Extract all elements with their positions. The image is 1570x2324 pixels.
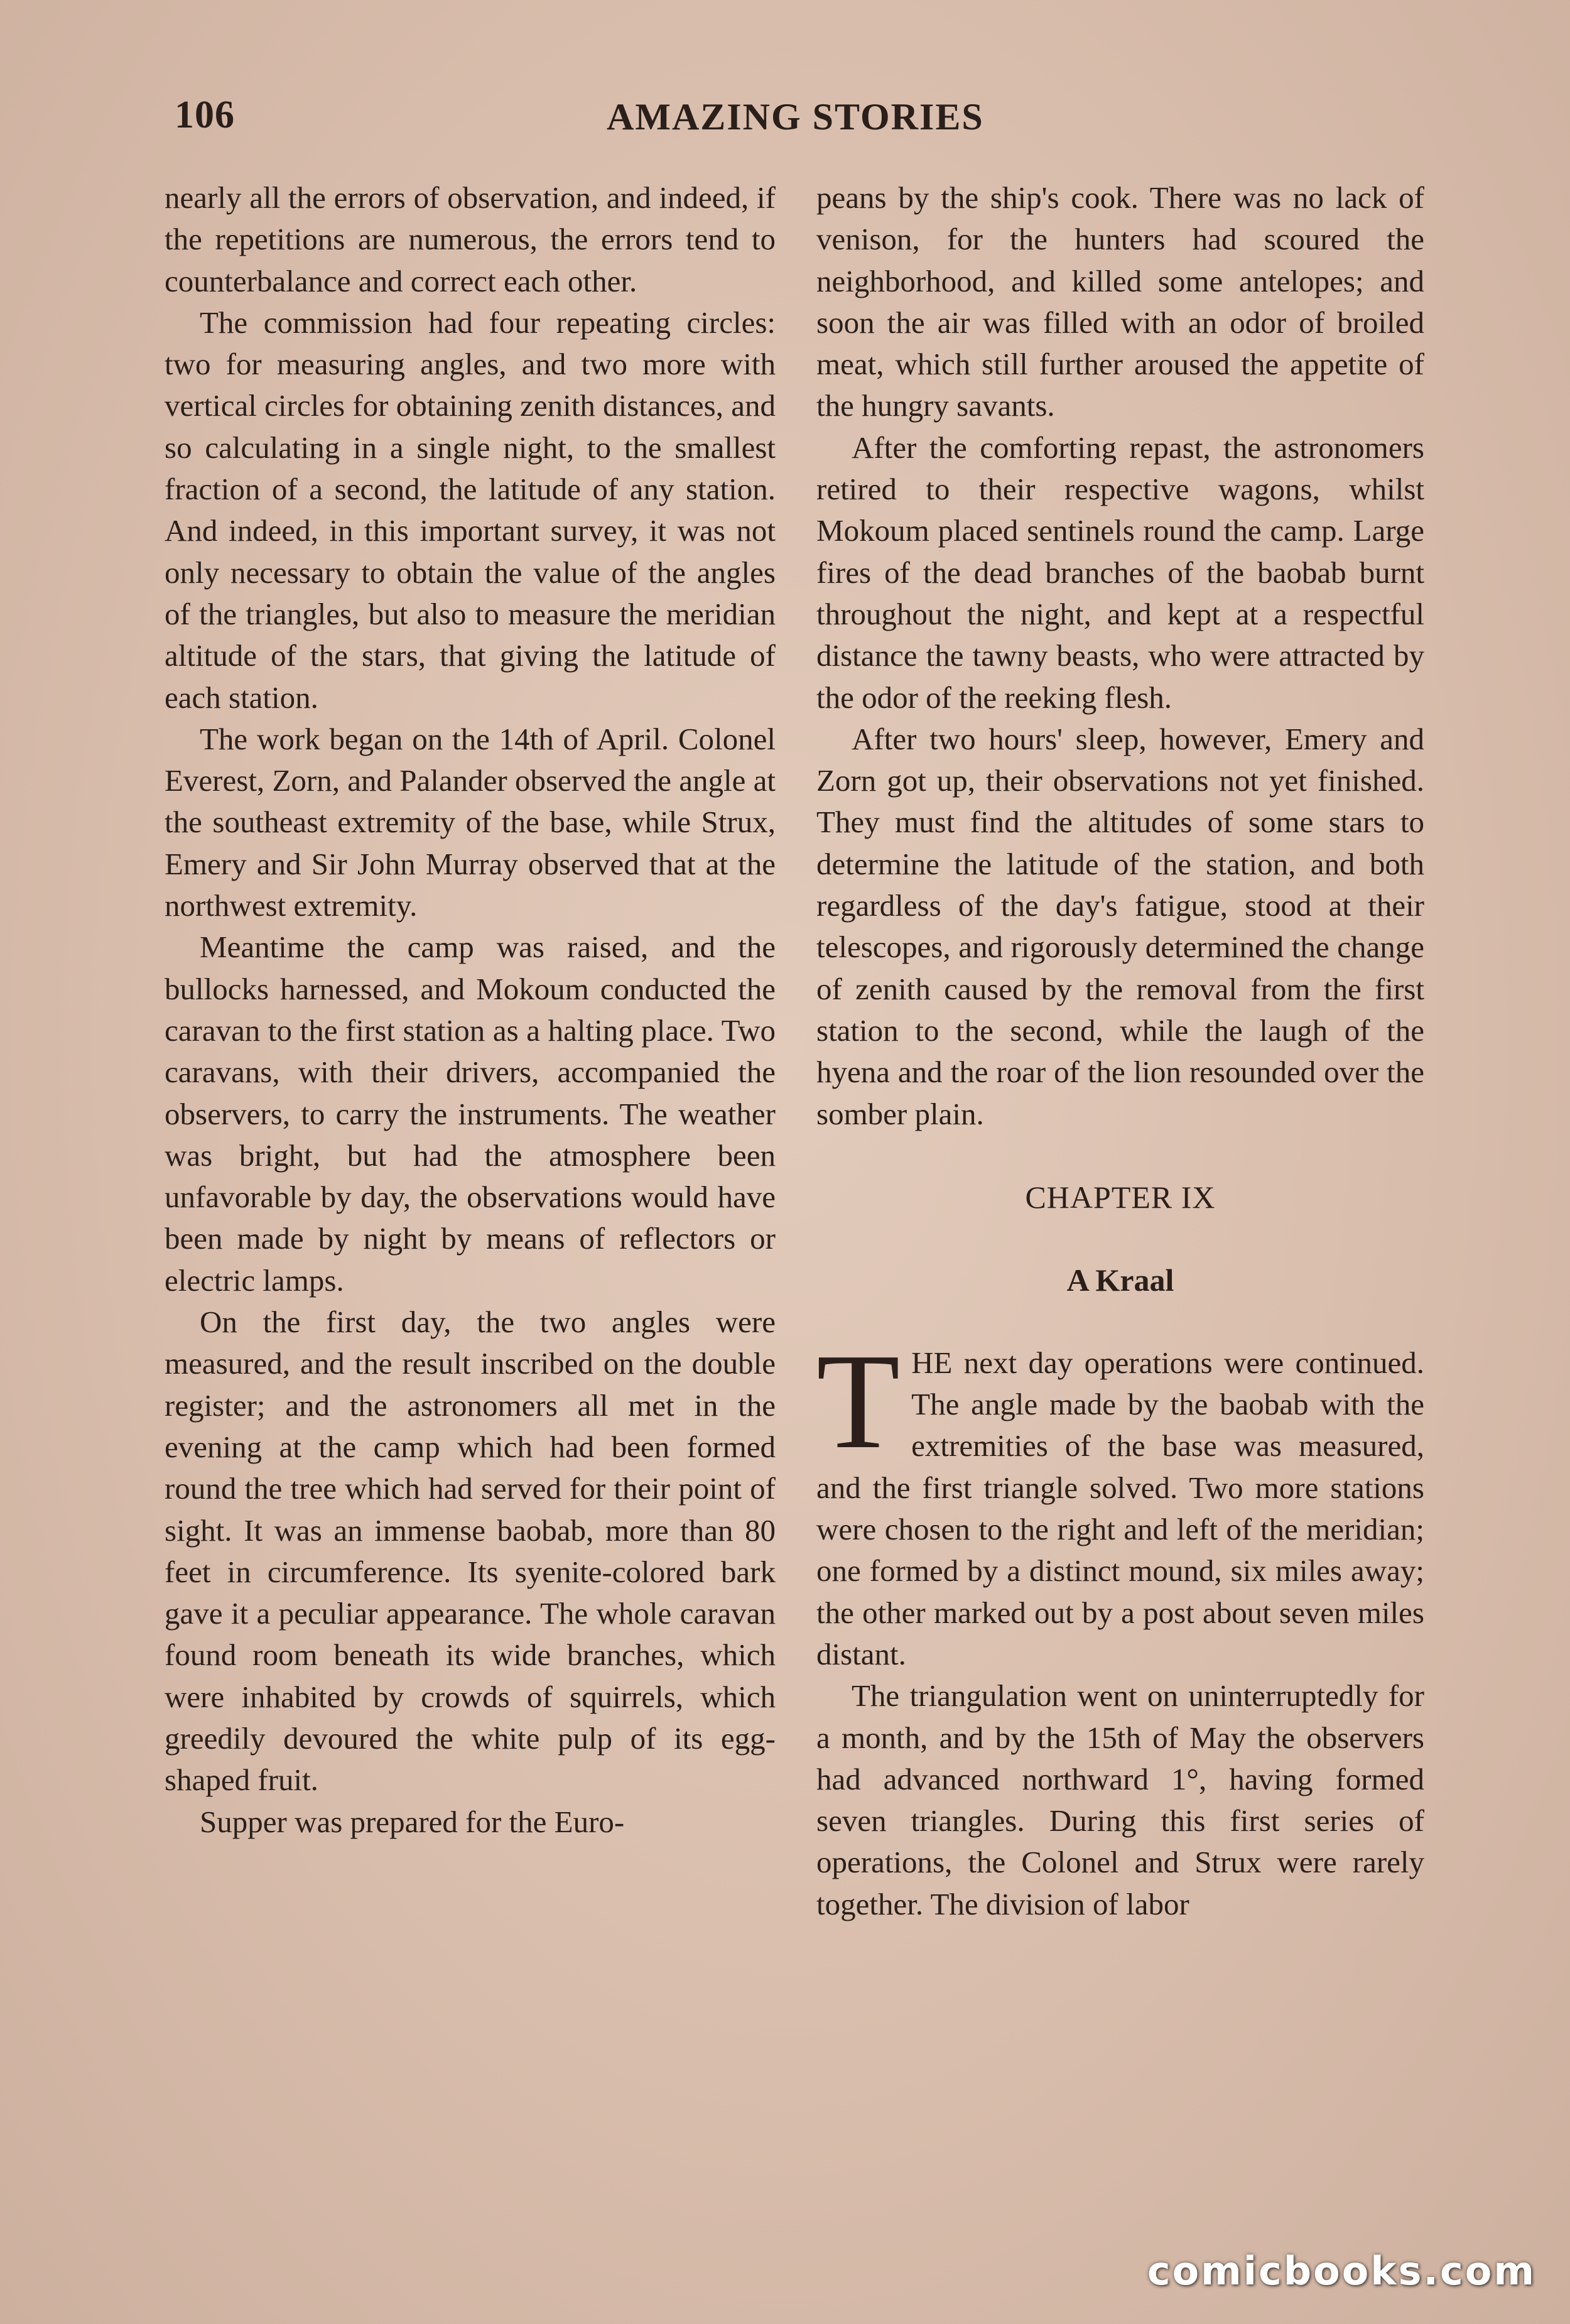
chapter-opening-paragraph <box>816 1325 1424 1675</box>
chapter-heading: CHAPTER IX <box>1025 1179 1216 1215</box>
drop-cap: T <box>816 1325 901 1477</box>
page-number: 106 <box>175 94 235 136</box>
paragraph: peans by the ship's cook. There was no lack of venison, for the hunters had scoured the neighborhood, and killed some antelopes; and soon the air was filled with an odor of broiled meat, which still further aroused the appetite of the hungry savants. <box>816 180 1424 423</box>
right-column <box>816 177 1424 1925</box>
paragraph: On the first day, the two angles were measured, and the result inscribed on the double register; and the astronomers all met in the evening at the camp which had been formed round the tree which had served for their point of sight. It was an immense baobab, more than 80 feet in circumference. Its syenite-colored bark gave it a peculiar appearance. The whole caravan found room beneath its wide branches, which were inhabited by crowds of squirrels, which greedily devoured the white pulp of its egg-shaped fruit. <box>165 1305 776 1798</box>
paragraph: The triangulation went on uninterruptedly for a month, and by the 15th of May the observers had advanced northward 1°, having formed seven triangles. During this first series of operations, the Colonel and Strux were rarely together. The division of labor <box>816 1678 1424 1921</box>
paragraph: The commission had four repeating circles: two for measuring angles, and two more with vertical circles for obtaining zenith distances, and so calculating in a single night, to the smallest fraction of a second, the latitude of any station. And indeed, in this important survey, it was not only necessary to obtain the value of the angles of the triangles, but also to measure the meridian altitude of the stars, that giving the latitude of each station. <box>165 305 776 715</box>
paragraph: After the comforting repast, the astronomers retired to their respective wagons, whilst Mokoum placed sentinels round the camp. Large fires of the dead branches of the baobab burnt throughout the night, and kept at a respectful distance the tawny beasts, who were attracted by the odor of the reeking flesh. <box>816 430 1424 715</box>
paragraph: After two hours' sleep, however, Emery and Zorn got up, their observations not yet finished. They must find the altitudes of some stars to determine the latitude of the station, and both regardless of the day's fatigue, stood at their telescopes, and rigorously determined the change of zenith caused by the removal from the first station to the second, while the laugh of the hyena and the roar of the lion resounded over the somber plain. <box>816 721 1424 1131</box>
paragraph: The work began on the 14th of April. Colonel Everest, Zorn, and Palander observed the angle at the southeast extremity of the base, while Strux, Emery and Sir John Murray observed that at the northwest extremity. <box>165 721 776 923</box>
opening-text: HE next day operations were continued. The angle made by the baobab with the extremities of the base was measured, and the first triangle solved. Two more stations were chosen to the right and left of the meridian; one formed by a distinct mound, six miles away; the other marked out by a post about seven miles distant. <box>816 1345 1424 1671</box>
paragraph: nearly all the errors of observation, and indeed, if the repetitions are numerous, the errors tend to counterbalance and correct each other. <box>165 180 776 298</box>
watermark: comicbooks.com <box>1147 2248 1536 2294</box>
magazine-title: AMAZING STORIES <box>607 96 984 138</box>
paragraph: Meantime the camp was raised, and the bullocks harnessed, and Mokoum conducted the caravan to the first station as a halting place. Two caravans, with their drivers, accompanied the observers, to carry the instruments. The weather was bright, but had the atmosphere been unfavorable by day, the observations would have been made by night by means of reflectors or electric lamps. <box>165 930 776 1298</box>
chapter-title: A Kraal <box>1066 1262 1174 1298</box>
paragraph: Supper was prepared for the Euro- <box>200 1804 625 1839</box>
left-column <box>165 177 776 1843</box>
